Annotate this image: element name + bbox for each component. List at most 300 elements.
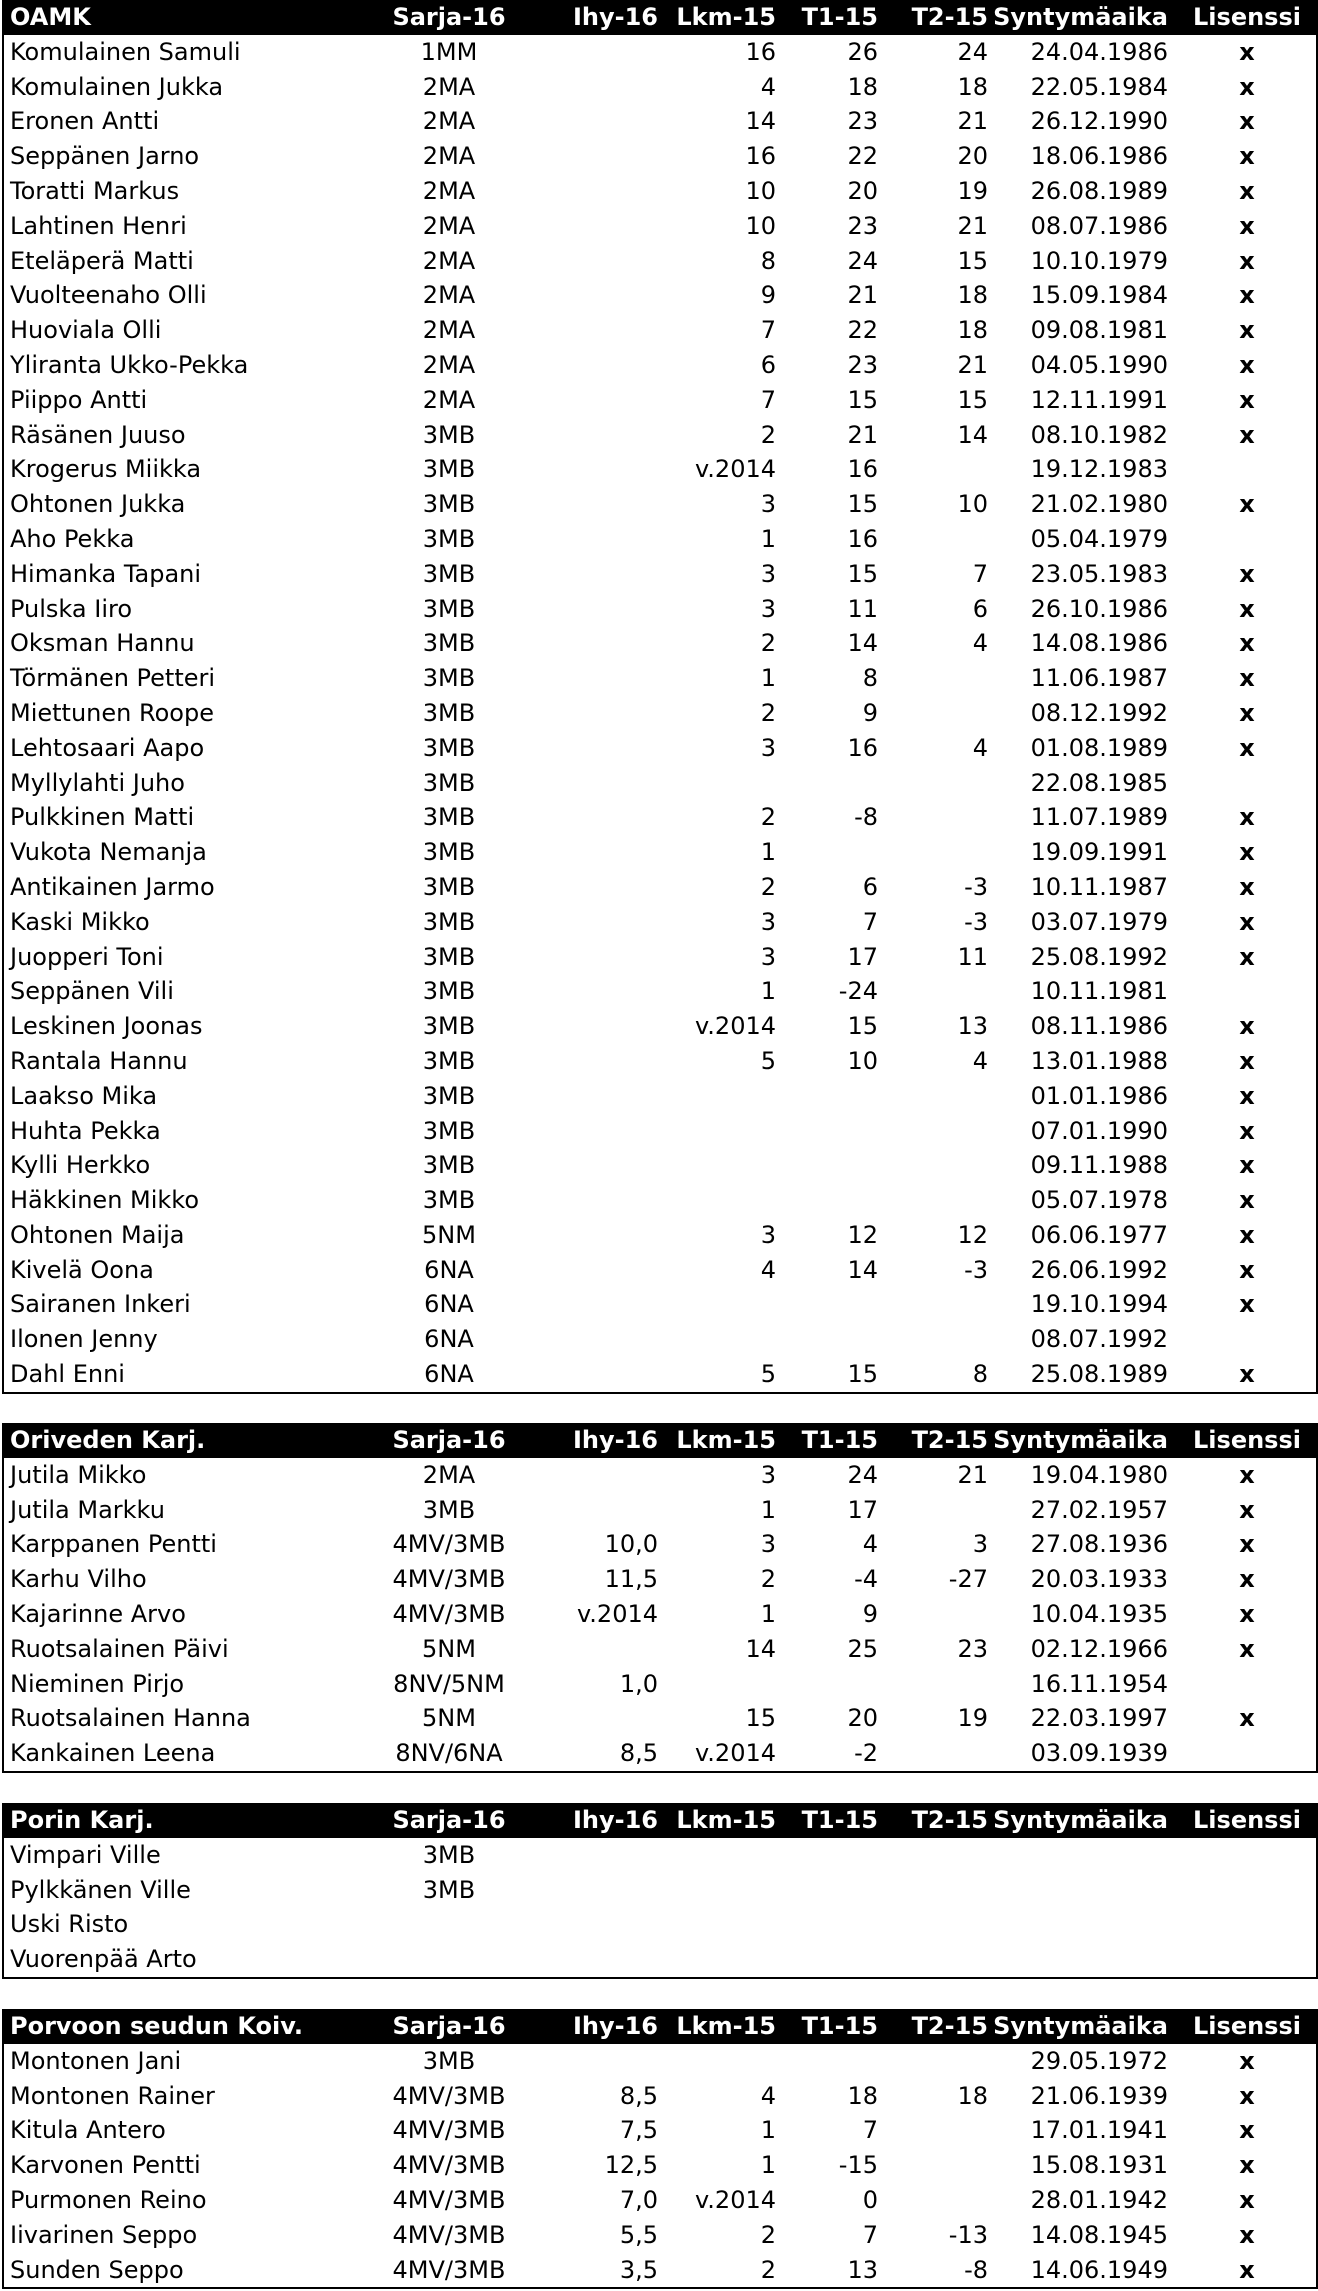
lisenssi-cell: x: [1239, 246, 1255, 275]
t2-cell: 21: [957, 350, 988, 379]
table-row: [4, 35, 1316, 70]
lkm-cell: 1: [760, 664, 776, 693]
t2-cell: -3: [964, 872, 988, 901]
syntymaaika-cell: 22.03.1997: [1030, 1704, 1168, 1733]
name-cell: Purmonen Reino: [10, 2185, 207, 2214]
sarja-cell: 5NM: [422, 1220, 476, 1249]
table-row: [4, 2044, 1316, 2079]
syntymaaika-cell: 05.04.1979: [1030, 524, 1168, 553]
t1-cell: 23: [847, 211, 878, 240]
t1-cell: 16: [847, 455, 878, 484]
lkm-cell: 3: [760, 490, 776, 519]
table-row: [4, 1942, 1316, 1977]
name-cell: Jutila Markku: [10, 1495, 165, 1524]
name-cell: Leskinen Joonas: [10, 1012, 203, 1041]
name-cell: Oksman Hannu: [10, 629, 195, 658]
lisenssi-cell: x: [1239, 838, 1255, 867]
t1-cell: -15: [838, 2151, 878, 2180]
sarja-cell: 3MB: [422, 524, 476, 553]
lkm-cell: 14: [745, 107, 776, 136]
syntymaaika-cell: 25.08.1992: [1030, 942, 1168, 971]
syntymaaika-cell: 26.06.1992: [1030, 1255, 1168, 1284]
sarja-cell: 4MV/3MB: [392, 2151, 506, 2180]
sarja-cell: 1MM: [420, 37, 478, 66]
lkm-cell: 2: [760, 420, 776, 449]
lkm-cell: v.2014: [694, 1012, 776, 1041]
lkm-cell: 16: [745, 37, 776, 66]
name-cell: Huhta Pekka: [10, 1116, 161, 1145]
lisenssi-cell: x: [1239, 1360, 1255, 1389]
lkm-cell: 1: [760, 2151, 776, 2180]
name-cell: Lahtinen Henri: [10, 211, 187, 240]
sarja-cell: 2MA: [422, 281, 476, 310]
t1-cell: 0: [862, 2185, 878, 2214]
syntymaaika-cell: 10.11.1987: [1030, 872, 1168, 901]
column-header-lkm: Lkm-15: [676, 1806, 776, 1834]
sarja-cell: 4MV/3MB: [392, 2255, 506, 2284]
syntymaaika-cell: 26.08.1989: [1030, 176, 1168, 205]
t1-cell: 8: [862, 664, 878, 693]
lisenssi-cell: x: [1239, 1116, 1255, 1145]
t2-cell: 23: [957, 1634, 988, 1663]
name-cell: Jutila Mikko: [10, 1460, 147, 1489]
ihy-cell: 8,5: [619, 1739, 658, 1768]
syntymaaika-cell: 08.07.1986: [1030, 211, 1168, 240]
t1-cell: 7: [862, 907, 878, 936]
lisenssi-cell: x: [1239, 2255, 1255, 2284]
table-row: [4, 418, 1316, 453]
lisenssi-cell: x: [1239, 350, 1255, 379]
syntymaaika-cell: 13.01.1988: [1030, 1046, 1168, 1075]
lkm-cell: 3: [760, 1530, 776, 1559]
syntymaaika-cell: 21.06.1939: [1030, 2081, 1168, 2110]
t1-cell: -24: [838, 977, 878, 1006]
ihy-cell: 11,5: [604, 1565, 658, 1594]
sarja-cell: 3MB: [422, 942, 476, 971]
table-row: [4, 313, 1316, 348]
ihy-cell: 7,5: [619, 2116, 658, 2145]
t1-cell: 21: [847, 420, 878, 449]
sarja-cell: 3MB: [422, 1495, 476, 1524]
name-cell: Ohtonen Maija: [10, 1220, 185, 1249]
sarja-cell: 4MV/3MB: [392, 2116, 506, 2145]
club-name: Porin Karj.: [10, 1806, 154, 1834]
sarja-cell: 3MB: [422, 803, 476, 832]
sarja-cell: 6NA: [424, 1255, 474, 1284]
syntymaaika-cell: 11.07.1989: [1030, 803, 1168, 832]
lkm-cell: 10: [745, 211, 776, 240]
table-row: [4, 1493, 1316, 1528]
table-row: [4, 487, 1316, 522]
lkm-cell: 16: [745, 142, 776, 171]
t1-cell: 12: [847, 1220, 878, 1249]
lisenssi-cell: x: [1239, 72, 1255, 101]
name-cell: Karhu Vilho: [10, 1565, 147, 1594]
column-header-lisenssi: Lisenssi: [1193, 1806, 1301, 1834]
lkm-cell: 2: [760, 803, 776, 832]
name-cell: Karppanen Pentti: [10, 1530, 217, 1559]
lisenssi-cell: x: [1239, 107, 1255, 136]
lisenssi-cell: x: [1239, 942, 1255, 971]
name-cell: Seppänen Vili: [10, 977, 174, 1006]
sarja-cell: 2MA: [422, 72, 476, 101]
name-cell: Laakso Mika: [10, 1081, 158, 1110]
lkm-cell: 5: [760, 1046, 776, 1075]
t1-cell: 25: [847, 1634, 878, 1663]
lkm-cell: 14: [745, 1634, 776, 1663]
column-header-ihy: Ihy-16: [572, 1806, 658, 1834]
t2-cell: 11: [957, 942, 988, 971]
syntymaaika-cell: 28.01.1942: [1030, 2185, 1168, 2214]
lkm-cell: 10: [745, 176, 776, 205]
lkm-cell: 1: [760, 2116, 776, 2145]
sarja-cell: 2MA: [422, 107, 476, 136]
t1-cell: 15: [847, 385, 878, 414]
syntymaaika-cell: 11.06.1987: [1030, 664, 1168, 693]
table-row: [4, 557, 1316, 592]
name-cell: Piippo Antti: [10, 385, 148, 414]
ihy-cell: 3,5: [619, 2255, 658, 2284]
table-row: [4, 1148, 1316, 1183]
lisenssi-cell: x: [1239, 2046, 1255, 2075]
table-row: [4, 1183, 1316, 1218]
club-name: OAMK: [10, 3, 91, 31]
column-header-t2: T2-15: [911, 1806, 988, 1834]
syntymaaika-cell: 10.04.1935: [1030, 1599, 1168, 1628]
sarja-cell: 2MA: [422, 316, 476, 345]
syntymaaika-cell: 01.01.1986: [1030, 1081, 1168, 1110]
syntymaaika-cell: 04.05.1990: [1030, 350, 1168, 379]
club-header-row: [4, 2009, 1316, 2044]
t1-cell: 20: [847, 176, 878, 205]
t1-cell: 6: [862, 872, 878, 901]
ihy-cell: 10,0: [604, 1530, 658, 1559]
t2-cell: -8: [964, 2255, 988, 2284]
column-header-syntymaaika: Syntymäaika: [993, 3, 1168, 31]
t1-cell: 14: [847, 629, 878, 658]
name-cell: Ruotsalainen Päivi: [10, 1634, 229, 1663]
syntymaaika-cell: 15.08.1931: [1030, 2151, 1168, 2180]
t2-cell: 4: [972, 733, 988, 762]
syntymaaika-cell: 02.12.1966: [1030, 1634, 1168, 1663]
lkm-cell: v.2014: [694, 1739, 776, 1768]
club-name: Porvoon seudun Koiv.: [10, 2012, 304, 2040]
column-header-sarja: Sarja-16: [392, 1426, 506, 1454]
lkm-cell: 4: [760, 72, 776, 101]
lisenssi-cell: x: [1239, 1151, 1255, 1180]
table-row: [4, 2218, 1316, 2253]
lisenssi-cell: x: [1239, 420, 1255, 449]
lkm-cell: v.2014: [694, 2185, 776, 2214]
sarja-cell: 3MB: [422, 1012, 476, 1041]
t1-cell: 7: [862, 2220, 878, 2249]
sarja-cell: 3MB: [422, 1840, 476, 1869]
name-cell: Krogerus Miikka: [10, 455, 202, 484]
t1-cell: 9: [862, 698, 878, 727]
syntymaaika-cell: 10.10.1979: [1030, 246, 1168, 275]
table-row: [4, 1357, 1316, 1392]
name-cell: Sunden Seppo: [10, 2255, 184, 2284]
t2-cell: 6: [972, 594, 988, 623]
sarja-cell: 3MB: [422, 1151, 476, 1180]
t2-cell: -3: [964, 1255, 988, 1284]
syntymaaika-cell: 21.02.1980: [1030, 490, 1168, 519]
syntymaaika-cell: 23.05.1983: [1030, 559, 1168, 588]
table-row: [4, 1736, 1316, 1771]
lkm-cell: 5: [760, 1360, 776, 1389]
table-row: [4, 2253, 1316, 2288]
name-cell: Kitula Antero: [10, 2116, 166, 2145]
sarja-cell: 5NM: [422, 1634, 476, 1663]
table-row: [4, 2079, 1316, 2114]
table-row: [4, 1562, 1316, 1597]
table-row: [4, 1079, 1316, 1114]
column-header-ihy: Ihy-16: [572, 3, 658, 31]
lisenssi-cell: x: [1239, 1220, 1255, 1249]
sarja-cell: 3MB: [422, 1116, 476, 1145]
club-table: [2, 1803, 1318, 1979]
t1-cell: 23: [847, 107, 878, 136]
table-row: [4, 2113, 1316, 2148]
lisenssi-cell: x: [1239, 872, 1255, 901]
t1-cell: 23: [847, 350, 878, 379]
t1-cell: 10: [847, 1046, 878, 1075]
column-header-lisenssi: Lisenssi: [1193, 3, 1301, 31]
syntymaaika-cell: 18.06.1986: [1030, 142, 1168, 171]
table-row: [4, 1458, 1316, 1493]
table-row: [4, 592, 1316, 627]
syntymaaika-cell: 05.07.1978: [1030, 1186, 1168, 1215]
column-header-lisenssi: Lisenssi: [1193, 1426, 1301, 1454]
column-header-lkm: Lkm-15: [676, 1426, 776, 1454]
sarja-cell: 2MA: [422, 176, 476, 205]
table-row: [4, 104, 1316, 139]
table-row: [4, 1667, 1316, 1702]
syntymaaika-cell: 27.02.1957: [1030, 1495, 1168, 1524]
t1-cell: 15: [847, 1012, 878, 1041]
lkm-cell: 4: [760, 2081, 776, 2110]
lkm-cell: 2: [760, 629, 776, 658]
t2-cell: 20: [957, 142, 988, 171]
t2-cell: 4: [972, 1046, 988, 1075]
lisenssi-cell: x: [1239, 2220, 1255, 2249]
name-cell: Uski Risto: [10, 1910, 129, 1939]
lisenssi-cell: x: [1239, 594, 1255, 623]
sarja-cell: 3MB: [422, 838, 476, 867]
t1-cell: 11: [847, 594, 878, 623]
sarja-cell: 5NM: [422, 1704, 476, 1733]
lisenssi-cell: x: [1239, 907, 1255, 936]
lisenssi-cell: x: [1239, 385, 1255, 414]
sarja-cell: 3MB: [422, 2046, 476, 2075]
t1-cell: -8: [854, 803, 878, 832]
name-cell: Antikainen Jarmo: [10, 872, 215, 901]
column-header-t1: T1-15: [801, 1426, 878, 1454]
sarja-cell: 4MV/3MB: [392, 1599, 506, 1628]
table-row: [4, 383, 1316, 418]
t2-cell: 7: [972, 559, 988, 588]
name-cell: Ilonen Jenny: [10, 1325, 158, 1354]
sarja-cell: 3MB: [422, 733, 476, 762]
lisenssi-cell: x: [1239, 1530, 1255, 1559]
ihy-cell: 12,5: [604, 2151, 658, 2180]
syntymaaika-cell: 08.12.1992: [1030, 698, 1168, 727]
column-header-sarja: Sarja-16: [392, 2012, 506, 2040]
lisenssi-cell: x: [1239, 142, 1255, 171]
t1-cell: 13: [847, 2255, 878, 2284]
table-row: [4, 139, 1316, 174]
table-row: [4, 1632, 1316, 1667]
syntymaaika-cell: 07.01.1990: [1030, 1116, 1168, 1145]
lkm-cell: 2: [760, 698, 776, 727]
t2-cell: 4: [972, 629, 988, 658]
name-cell: Huoviala Olli: [10, 316, 162, 345]
sarja-cell: 2MA: [422, 246, 476, 275]
syntymaaika-cell: 19.10.1994: [1030, 1290, 1168, 1319]
column-header-syntymaaika: Syntymäaika: [993, 1426, 1168, 1454]
lkm-cell: v.2014: [694, 455, 776, 484]
table-row: [4, 174, 1316, 209]
lisenssi-cell: x: [1239, 490, 1255, 519]
column-header-sarja: Sarja-16: [392, 3, 506, 31]
sarja-cell: 3MB: [422, 629, 476, 658]
t1-cell: 16: [847, 524, 878, 553]
lkm-cell: 8: [760, 246, 776, 275]
t2-cell: 12: [957, 1220, 988, 1249]
t2-cell: 15: [957, 385, 988, 414]
lisenssi-cell: x: [1239, 1186, 1255, 1215]
table-row: [4, 1253, 1316, 1288]
sarja-cell: 2MA: [422, 385, 476, 414]
sarja-cell: 3MB: [422, 872, 476, 901]
t2-cell: -27: [948, 1565, 988, 1594]
lisenssi-cell: x: [1239, 664, 1255, 693]
lkm-cell: 1: [760, 838, 776, 867]
club-table: [2, 1423, 1318, 1773]
table-row: [4, 661, 1316, 696]
name-cell: Aho Pekka: [10, 524, 135, 553]
t1-cell: 17: [847, 942, 878, 971]
sarja-cell: 3MB: [422, 490, 476, 519]
t2-cell: 21: [957, 107, 988, 136]
lisenssi-cell: x: [1239, 2185, 1255, 2214]
syntymaaika-cell: 26.10.1986: [1030, 594, 1168, 623]
sarja-cell: 3MB: [422, 594, 476, 623]
table-row: [4, 244, 1316, 279]
name-cell: Kylli Herkko: [10, 1151, 151, 1180]
sarja-cell: 8NV/6NA: [395, 1739, 503, 1768]
lkm-cell: 3: [760, 1460, 776, 1489]
t2-cell: 18: [957, 72, 988, 101]
column-header-lkm: Lkm-15: [676, 3, 776, 31]
name-cell: Vimpari Ville: [10, 1840, 161, 1869]
t1-cell: 24: [847, 1460, 878, 1489]
table-row: [4, 626, 1316, 661]
lkm-cell: 3: [760, 907, 776, 936]
sarja-cell: 4MV/3MB: [392, 1565, 506, 1594]
name-cell: Seppänen Jarno: [10, 142, 200, 171]
syntymaaika-cell: 09.08.1981: [1030, 316, 1168, 345]
t1-cell: 16: [847, 733, 878, 762]
syntymaaika-cell: 22.08.1985: [1030, 768, 1168, 797]
lisenssi-cell: x: [1239, 1495, 1255, 1524]
club-table: [2, 2009, 1318, 2289]
syntymaaika-cell: 08.07.1992: [1030, 1325, 1168, 1354]
name-cell: Pulska Iiro: [10, 594, 133, 623]
t1-cell: 22: [847, 142, 878, 171]
name-cell: Iivarinen Seppo: [10, 2220, 198, 2249]
t1-cell: 22: [847, 316, 878, 345]
column-header-t2: T2-15: [911, 3, 988, 31]
table-row: [4, 278, 1316, 313]
name-cell: Ruotsalainen Hanna: [10, 1704, 251, 1733]
sarja-cell: 3MB: [422, 559, 476, 588]
sarja-cell: 4MV/3MB: [392, 1530, 506, 1559]
column-header-t1: T1-15: [801, 1806, 878, 1834]
syntymaaika-cell: 15.09.1984: [1030, 281, 1168, 310]
syntymaaika-cell: 27.08.1936: [1030, 1530, 1168, 1559]
sarja-cell: 3MB: [422, 1081, 476, 1110]
table-row: [4, 870, 1316, 905]
t1-cell: 21: [847, 281, 878, 310]
syntymaaika-cell: 03.07.1979: [1030, 907, 1168, 936]
lkm-cell: 2: [760, 2220, 776, 2249]
t1-cell: 26: [847, 37, 878, 66]
lkm-cell: 3: [760, 1220, 776, 1249]
name-cell: Kaski Mikko: [10, 907, 150, 936]
t1-cell: 15: [847, 1360, 878, 1389]
sarja-cell: 6NA: [424, 1360, 474, 1389]
sarja-cell: 2MA: [422, 211, 476, 240]
table-row: [4, 1287, 1316, 1322]
lisenssi-cell: x: [1239, 803, 1255, 832]
t2-cell: 24: [957, 37, 988, 66]
name-cell: Montonen Rainer: [10, 2081, 215, 2110]
club-header-row: [4, 1803, 1316, 1838]
club-name: Oriveden Karj.: [10, 1426, 206, 1454]
lisenssi-cell: x: [1239, 1081, 1255, 1110]
lkm-cell: 1: [760, 1599, 776, 1628]
lisenssi-cell: x: [1239, 1565, 1255, 1594]
ihy-cell: v.2014: [576, 1599, 658, 1628]
lkm-cell: 1: [760, 977, 776, 1006]
lkm-cell: 2: [760, 872, 776, 901]
table-row: [4, 1701, 1316, 1736]
syntymaaika-cell: 29.05.1972: [1030, 2046, 1168, 2075]
table-row: [4, 522, 1316, 557]
column-header-lkm: Lkm-15: [676, 2012, 776, 2040]
t1-cell: 15: [847, 559, 878, 588]
lkm-cell: 3: [760, 733, 776, 762]
column-header-t2: T2-15: [911, 1426, 988, 1454]
sarja-cell: 3MB: [422, 1186, 476, 1215]
sarja-cell: 2MA: [422, 142, 476, 171]
table-row: [4, 1114, 1316, 1149]
ihy-cell: 7,0: [619, 2185, 658, 2214]
table-row: [4, 905, 1316, 940]
ihy-cell: 5,5: [619, 2220, 658, 2249]
table-row: [4, 696, 1316, 731]
t1-cell: 4: [862, 1530, 878, 1559]
column-header-syntymaaika: Syntymäaika: [993, 2012, 1168, 2040]
name-cell: Kajarinne Arvo: [10, 1599, 186, 1628]
table-row: [4, 1044, 1316, 1079]
sarja-cell: 3MB: [422, 420, 476, 449]
syntymaaika-cell: 12.11.1991: [1030, 385, 1168, 414]
name-cell: Himanka Tapani: [10, 559, 202, 588]
lisenssi-cell: x: [1239, 2151, 1255, 2180]
t2-cell: 19: [957, 176, 988, 205]
